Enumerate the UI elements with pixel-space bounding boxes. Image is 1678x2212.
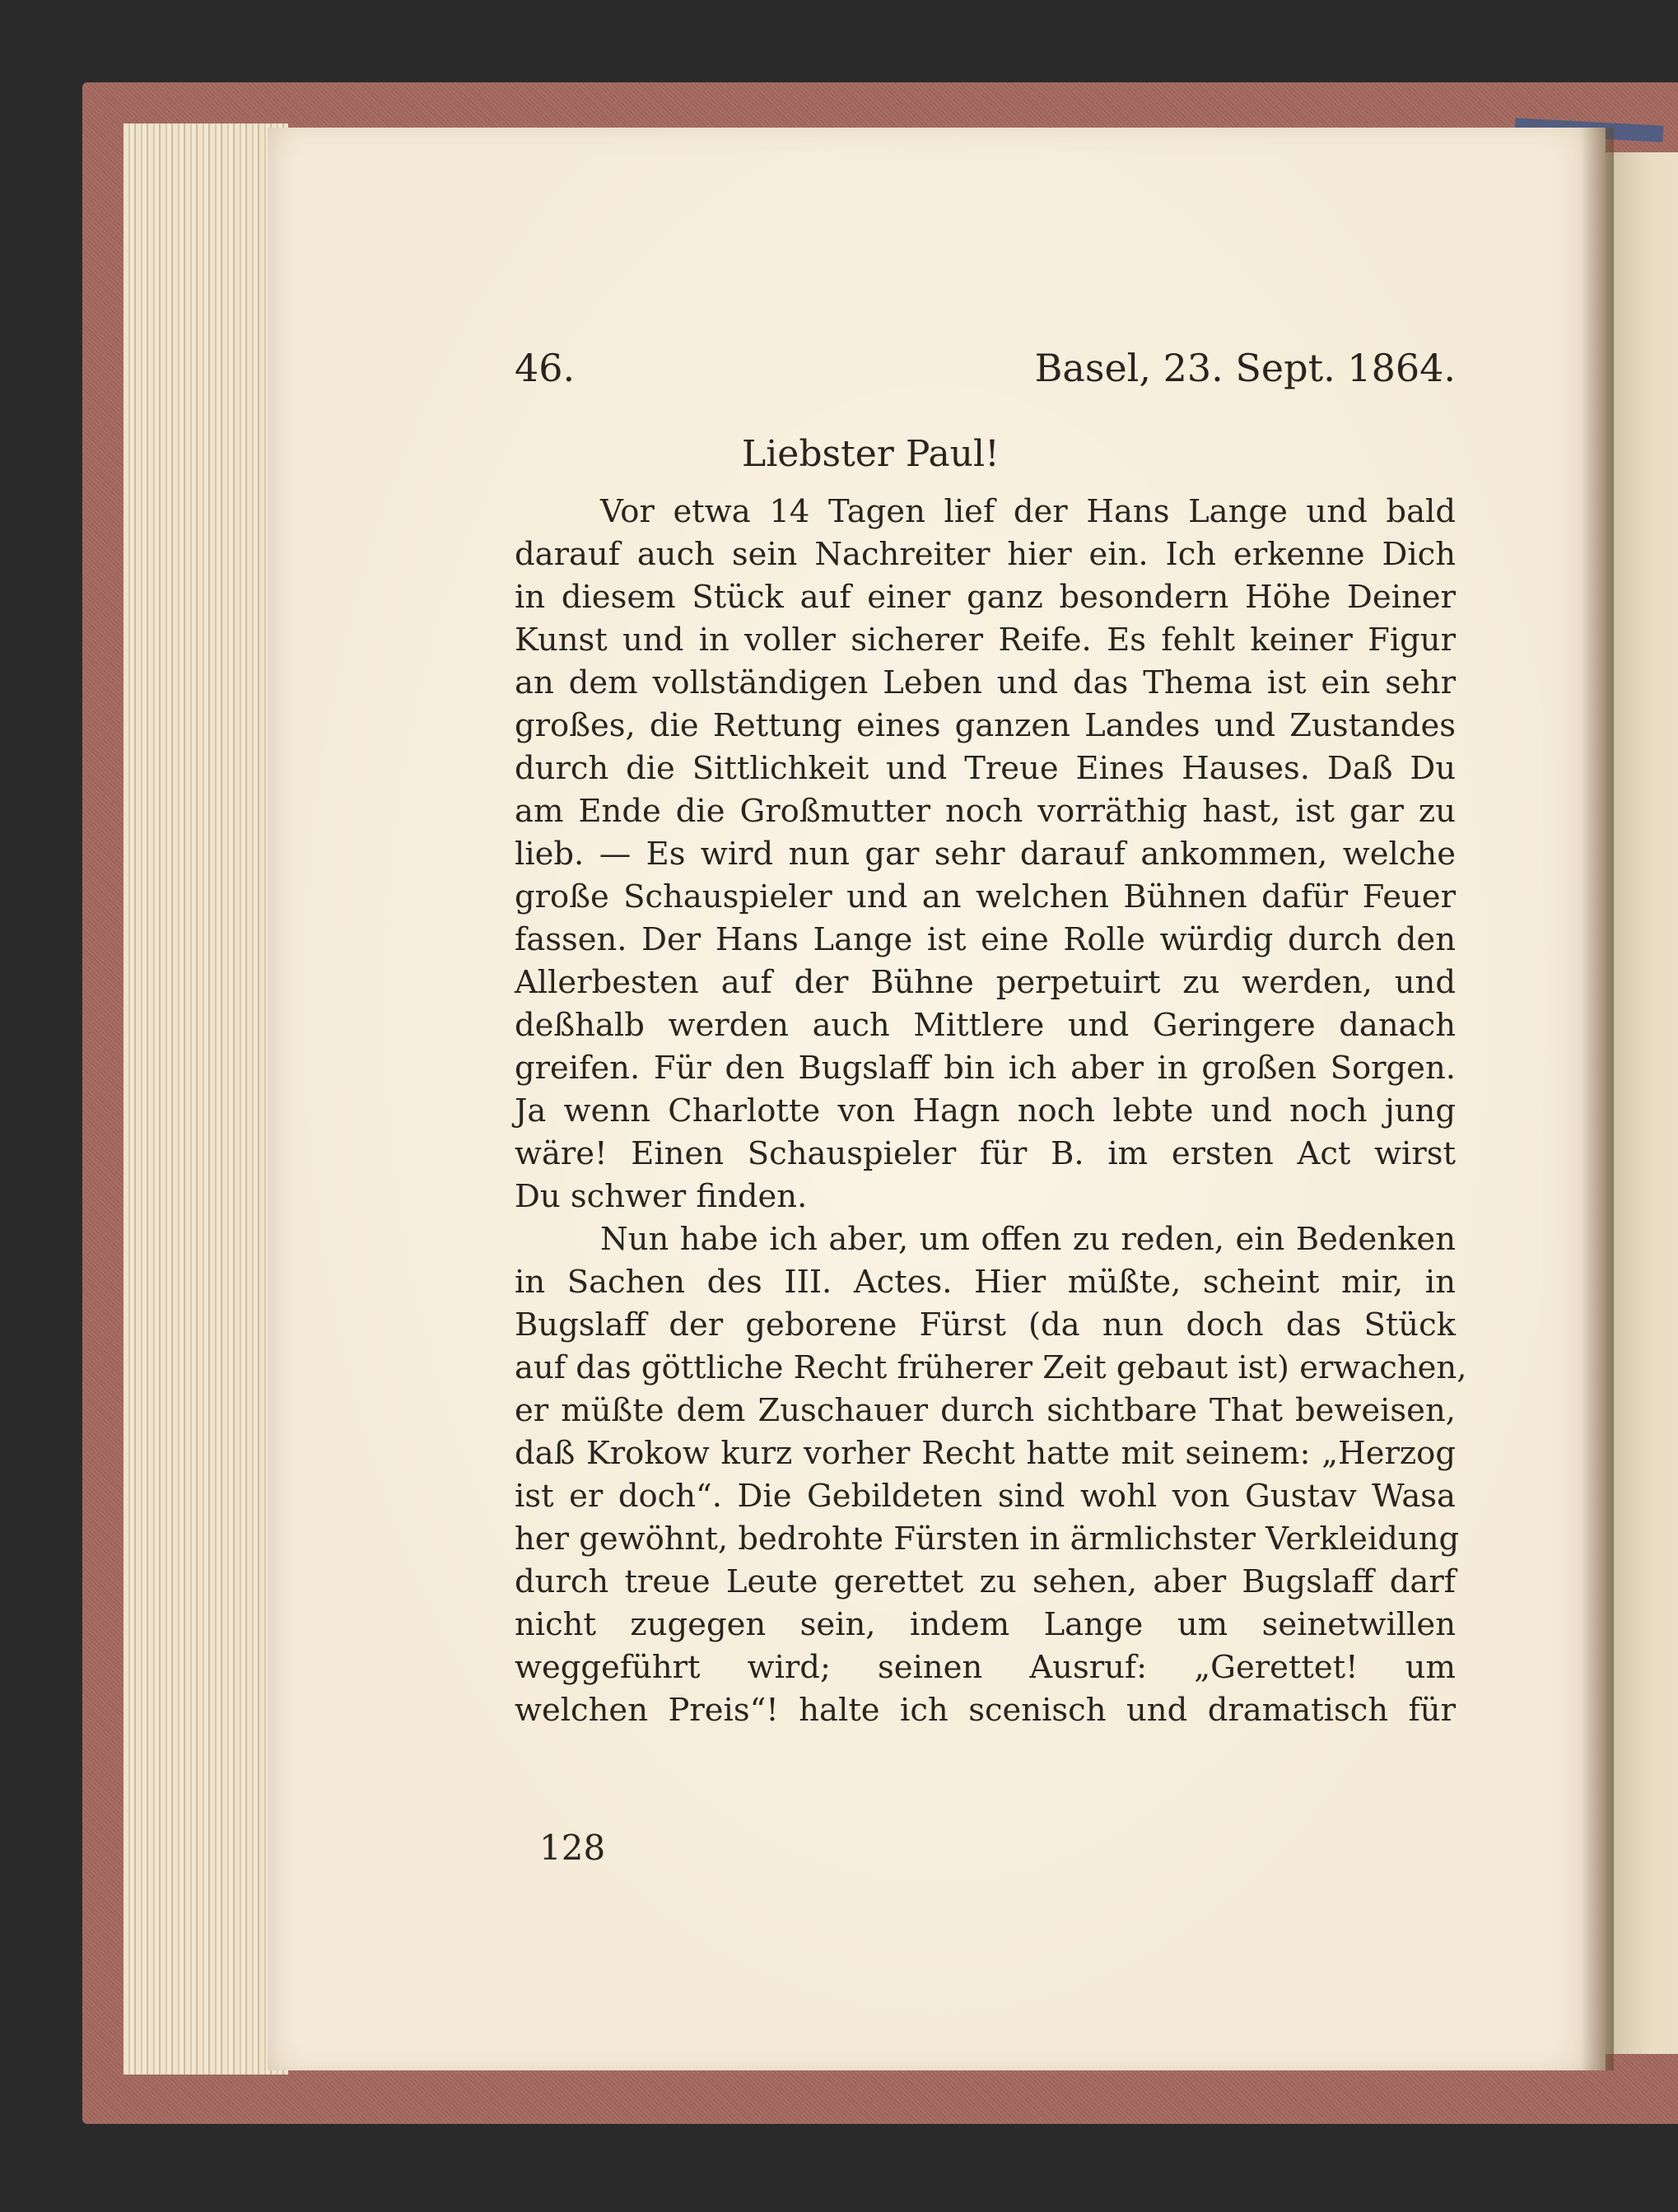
text-line: welchen Preis“! halte ich scenisch und dramatisch für (515, 1692, 1456, 1729)
text-line: in Sachen des III. Actes. Hier müßte, scheint mir, in (515, 1264, 1456, 1301)
letter-number: 46. (515, 346, 576, 390)
text-line: darauf auch sein Nachreiter hier ein. Ich erkenne Dich (515, 536, 1456, 573)
text-line: auf das göttliche Recht früherer Zeit gebaut ist) erwachen, (515, 1349, 1467, 1386)
text-line: Bugslaff der geborene Fürst (da nun doch das Stück (515, 1306, 1456, 1343)
text-line: in diesem Stück auf einer ganz besondern Höhe Deiner (515, 579, 1456, 616)
next-page-edge (1604, 152, 1678, 2054)
text-line: durch die Sittlichkeit und Treue Eines Hauses. Daß Du (515, 750, 1456, 787)
text-line: Nun habe ich aber, um offen zu reden, ein Bedenken (600, 1221, 1456, 1258)
text-line: deßhalb werden auch Mittlere und Geringere danach (515, 1007, 1456, 1044)
text-line: an dem vollständigen Leben und das Thema ist ein sehr (515, 664, 1456, 701)
text-line: fassen. Der Hans Lange ist eine Rolle würdig durch den (515, 921, 1456, 958)
paragraph-1 (515, 491, 1456, 1218)
text-line: nicht zugegen sein, indem Lange um seinetwillen (515, 1606, 1456, 1643)
text-line: greifen. Für den Bugslaff bin ich aber in großen Sorgen. (515, 1050, 1456, 1087)
text-line: ist er doch“. Die Gebildeten sind wohl von Gustav Wasa (515, 1478, 1456, 1515)
text-line: wäre! Einen Schauspieler für B. im ersten Act wirst (515, 1135, 1456, 1172)
page-gutter (1581, 128, 1614, 2070)
paragraph-2 (515, 1218, 1467, 1732)
text-line: er müßte dem Zuschauer durch sichtbare That beweisen, (515, 1392, 1456, 1429)
text-line: her gewöhnt, bedrohte Fürsten in ärmlichster Verkleidung (515, 1520, 1460, 1558)
page-edges (124, 123, 288, 2075)
text-line: Kunst und in voller sicherer Reife. Es fehlt keiner Figur (515, 622, 1456, 659)
page-number: 128 (539, 1828, 606, 1868)
letter-header (515, 346, 1456, 395)
place-date: Basel, 23. Sept. 1864. (1034, 346, 1456, 390)
text-line: durch treue Leute gerettet zu sehen, aber Bugslaff darf (515, 1563, 1456, 1600)
text-line: daß Krokow kurz vorher Recht hatte mit seinem: „Herzog (515, 1435, 1456, 1472)
text-line: weggeführt wird; seinen Ausruf: „Gerettet! um (515, 1649, 1456, 1686)
text-line: Vor etwa 14 Tagen lief der Hans Lange und bald (600, 493, 1456, 530)
text-line: lieb. — Es wird nun gar sehr darauf ankommen, welche (515, 836, 1456, 873)
text-line: Du schwer finden. (515, 1178, 808, 1215)
text-line: am Ende die Großmutter noch vorräthig hast, ist gar zu (515, 793, 1456, 830)
text-line: großes, die Rettung eines ganzen Landes und Zustandes (515, 707, 1456, 744)
text-line: Allerbesten auf der Bühne perpetuirt zu werden, und (515, 964, 1456, 1001)
text-line: Ja wenn Charlotte von Hagn noch lebte und noch jung (515, 1092, 1456, 1129)
letter-text (515, 346, 1467, 1732)
salutation: Liebster Paul! (742, 433, 1000, 475)
text-line: große Schauspieler und an welchen Bühnen dafür Feuer (515, 878, 1456, 915)
